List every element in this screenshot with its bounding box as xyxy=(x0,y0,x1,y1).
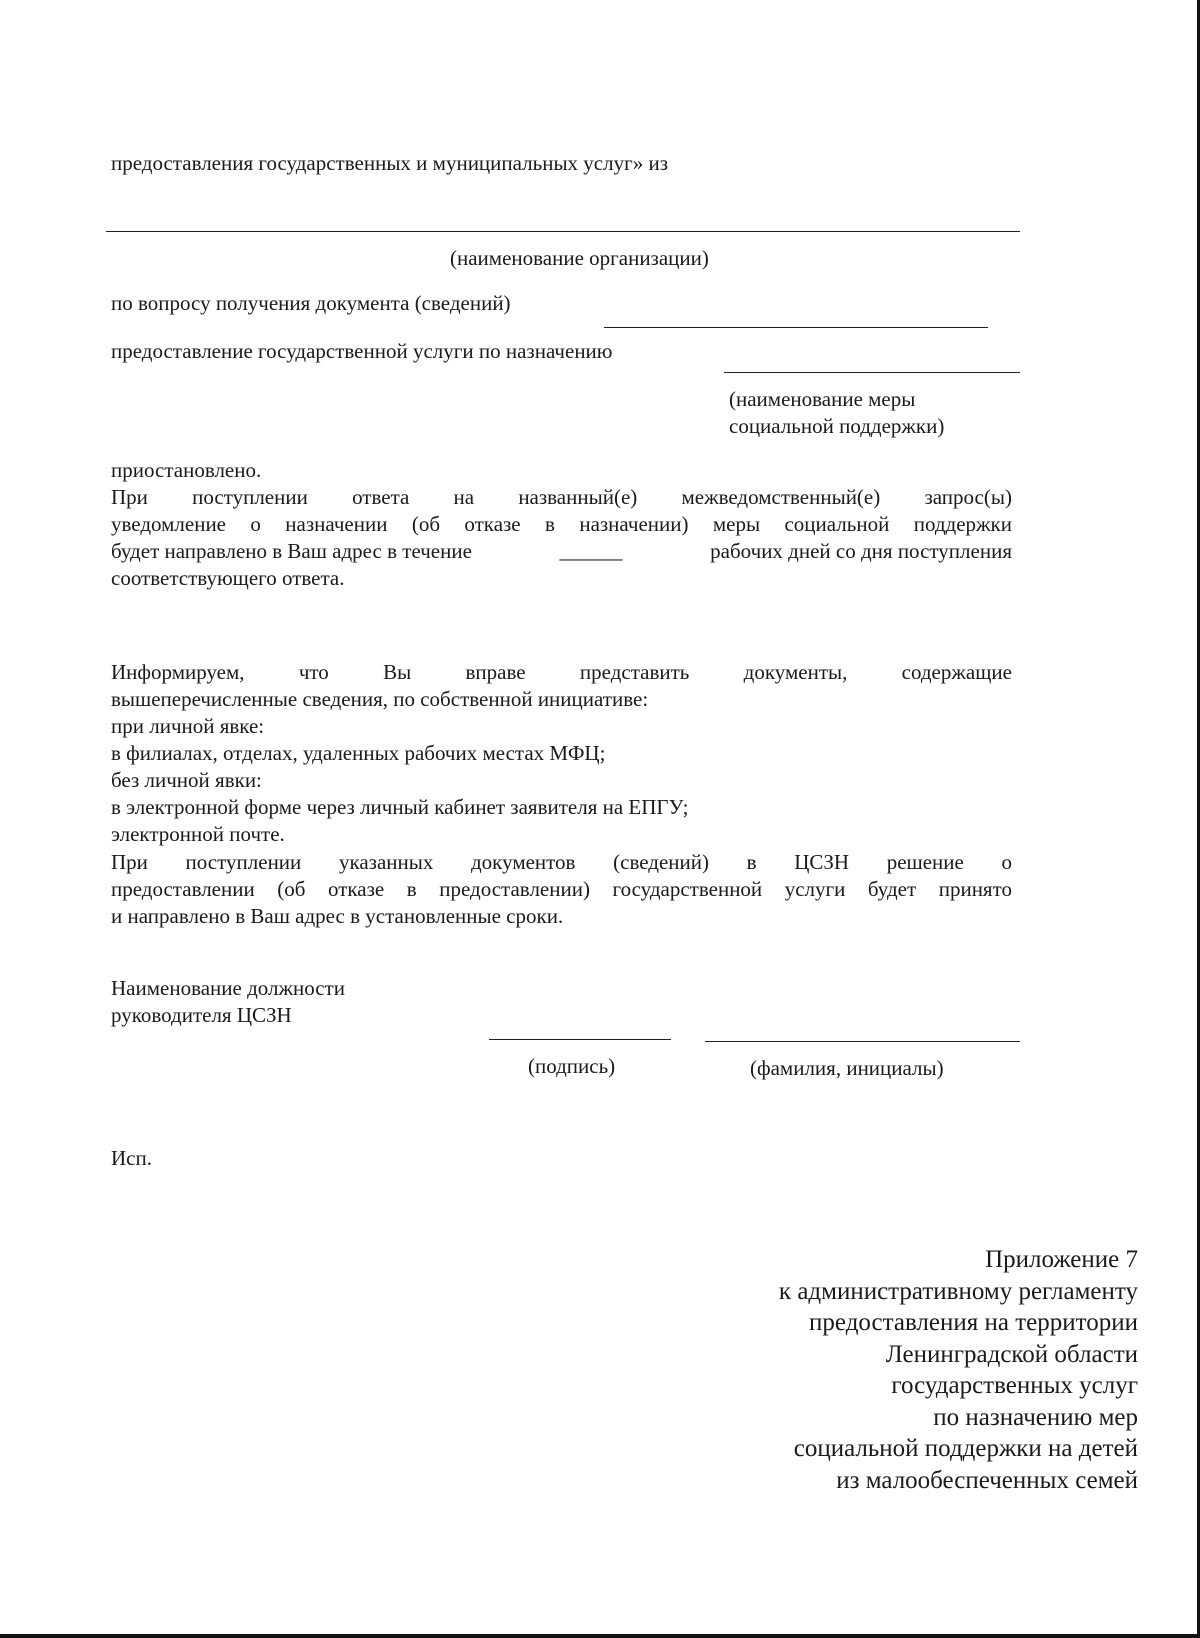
para2-line-2: вышеперечисленные сведения, по собственной инициативе: xyxy=(111,687,649,711)
organization-caption: (наименование организации) xyxy=(450,246,709,270)
para1-word: на xyxy=(453,485,475,509)
para3-word: документов xyxy=(471,850,576,874)
para3-word: решение xyxy=(886,850,964,874)
para2-line-6: в электронной форме через личный кабинет заявителя на ЕПГУ; xyxy=(111,795,689,819)
para3-word: поступлении xyxy=(185,850,302,874)
para1-word: запрос(ы) xyxy=(924,485,1012,509)
appendix-block xyxy=(618,1244,1138,1496)
service-line: предоставление государственной услуги по назначению xyxy=(111,339,613,363)
para3-line-1 xyxy=(111,849,1012,876)
para3-word: о xyxy=(1001,850,1012,874)
para3-word: (сведений) xyxy=(613,850,709,874)
appendix-line: Приложение 7 xyxy=(985,1246,1138,1273)
para2-word: содержащие xyxy=(901,660,1012,684)
measure-caption-line-2: социальной поддержки) xyxy=(729,414,945,438)
para3-line-3: и направлено в Ваш адрес в установленные сроки. xyxy=(111,904,564,928)
para2-line-4: в филиалах, отделах, удаленных рабочих местах МФЦ; xyxy=(111,741,606,765)
appendix-line: государственных услуг xyxy=(891,1372,1138,1399)
name-caption: (фамилия, инициалы) xyxy=(750,1056,944,1080)
position-title-line-2: руководителя ЦСЗН xyxy=(111,1003,292,1027)
para3-word: указанных xyxy=(338,850,434,874)
para1-line-3 xyxy=(111,538,1012,565)
para1-line-2: уведомление о назначении (об отказе в назначении) меры социальной поддержки xyxy=(111,512,1012,536)
para2-line-1 xyxy=(111,659,1012,686)
para3-word: При xyxy=(111,850,148,874)
signature-blank-line xyxy=(489,1039,671,1040)
measure-caption-line-1: (наименование меры xyxy=(729,387,916,411)
top-line: предоставления государственных и муниципальных услуг» из xyxy=(111,151,669,175)
scan-bottom-edge xyxy=(0,1634,1200,1638)
days-blank: ______ xyxy=(559,539,623,563)
executor-label: Исп. xyxy=(111,1146,152,1170)
appendix-line: по назначению мер xyxy=(933,1403,1138,1431)
name-blank-line xyxy=(705,1041,1020,1042)
para2-word: документы, xyxy=(743,660,848,684)
measure-blank-line xyxy=(724,372,1020,373)
para2-line-5: без личной явки: xyxy=(111,768,262,792)
position-title-line-1: Наименование должности xyxy=(111,976,345,1000)
signature-caption: (подпись) xyxy=(528,1054,616,1078)
appendix-line: социальной поддержки на детей xyxy=(793,1435,1138,1462)
para2-line-3: при личной явке: xyxy=(111,714,265,738)
para1-word: названный(е) xyxy=(518,485,638,509)
para1-line3-end: рабочих дней со дня поступления xyxy=(710,539,1012,563)
para1-line-4: соответствующего ответа. xyxy=(111,566,345,590)
para1-line3-start: будет направлено в Ваш адрес в течение xyxy=(111,539,472,563)
para2-word: Вы xyxy=(383,660,412,684)
appendix-line: предоставления на территории xyxy=(809,1309,1138,1336)
appendix-line: из малообеспеченных семей xyxy=(836,1466,1138,1494)
document-blank-line xyxy=(604,327,988,328)
para2-word: Информируем, xyxy=(111,660,245,684)
para1-word: При xyxy=(111,485,148,509)
para2-word: что xyxy=(298,660,329,684)
para2-word: вправе xyxy=(465,660,526,684)
para3-word: ЦСЗН xyxy=(794,850,850,874)
para2-line-7: электронной почте. xyxy=(111,822,285,846)
para3-word: в xyxy=(746,850,757,874)
suspended-text: приостановлено. xyxy=(111,458,262,482)
para1-word: межведомственный(е) xyxy=(681,485,881,509)
para1-line-1 xyxy=(111,484,1012,511)
appendix-line: к административному регламенту xyxy=(778,1277,1138,1305)
para1-word: ответа xyxy=(352,485,410,509)
para2-word: представить xyxy=(579,660,690,684)
para3-line-2: предоставлении (об отказе в предоставлении) государственной услуги будет принято xyxy=(111,877,1012,901)
para1-word: поступлении xyxy=(192,485,308,509)
appendix-line: Ленинградской области xyxy=(885,1340,1138,1368)
organization-blank-line xyxy=(106,231,1020,232)
question-line: по вопросу получения документа (сведений) xyxy=(111,291,511,315)
